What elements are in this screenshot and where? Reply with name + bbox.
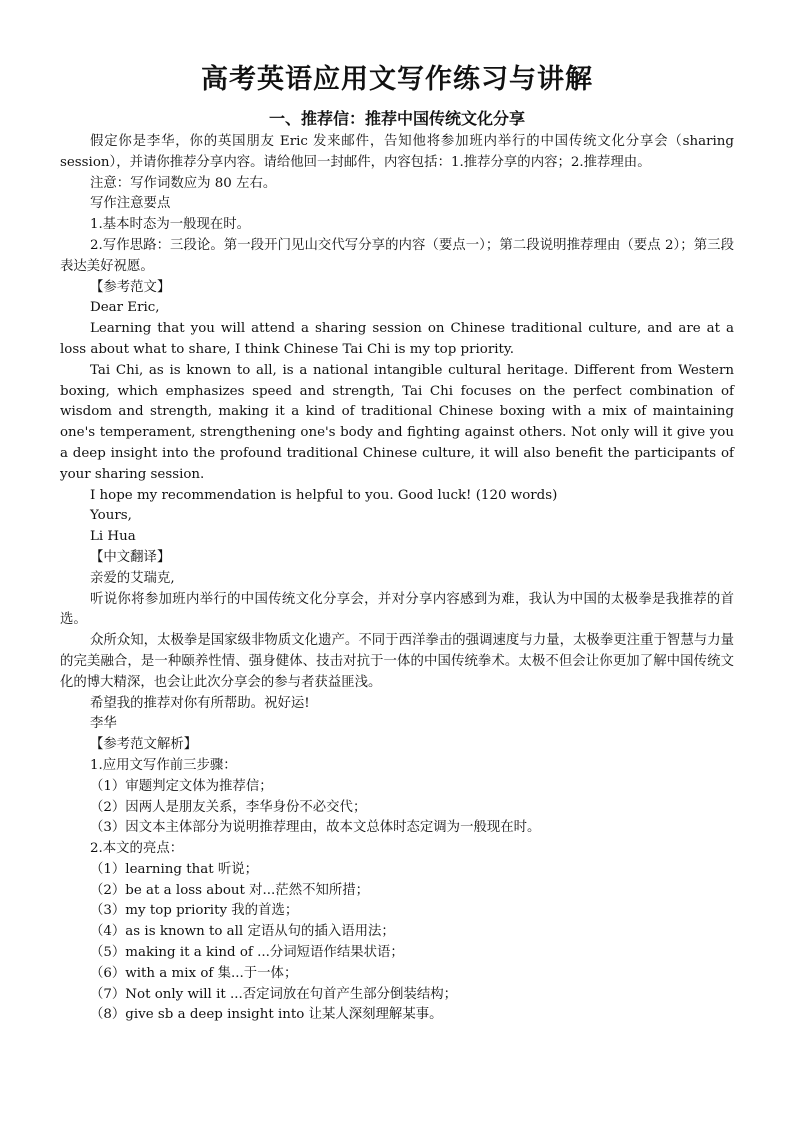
highlight-item: （2）be at a loss about 对...茫然不知所措； <box>90 882 370 898</box>
document-title: 高考英语应用文写作练习与讲解 <box>201 64 593 95</box>
step-item: （1）审题判定文体为推荐信； <box>90 778 273 794</box>
letter-salutation: Dear Eric, <box>90 300 160 316</box>
highlight-item: （8）give sb a deep insight into 让某人深刻理解某事。 <box>90 1007 443 1023</box>
analysis-heading: 【参考范文解析】 <box>90 737 198 753</box>
steps-heading: 1.应用文写作前三步骤： <box>90 757 237 773</box>
highlight-item: （5）making it a kind of ...分词短语作结果状语； <box>90 945 404 961</box>
letter-paragraph-3: I hope my recommendation is helpful to you. Good luck! (120 words) <box>90 487 558 503</box>
translation-paragraph-2: 众所众知，太极拳是国家级非物质文化遗产。不同于西洋拳击的强调速度与力量，太极拳更注重于智慧与力量的完美融合，是一种颐养性情、强身健体、技击对抗于一体的中国传统拳术。太极不但会让你更加了解中国传统文化的博大精深，也会让此次分享会的参与者获益匪浅。 <box>60 633 734 690</box>
section-title: 一、推荐信：推荐中国传统文化分享 <box>268 109 525 128</box>
letter-signature: Li Hua <box>90 529 136 545</box>
highlight-item: （3）my top priority 我的首选； <box>90 903 299 919</box>
step-item: （2）因两人是朋友关系，李华身份不必交代； <box>90 799 367 815</box>
letter-paragraph-1: Learning that you will attend a sharing session on Chinese traditional culture, and are at a loss about what to share, I think Chinese Tai Chi is my top priority. <box>60 321 734 357</box>
translation-heading: 【中文翻译】 <box>90 549 171 565</box>
letter-closing: Yours, <box>90 508 132 524</box>
letter-paragraph-2: Tai Chi, as is known to all, is a national intangible cultural heritage. Different from Western boxing, which emphasizes speed and strength, Tai Chi focuses on the perfect combination of wisdom and strength, making it a kind of traditional Chinese boxing with a mix of maintaining one's temperament, strengthening one's body and fighting against others. Not only will it give you a deep insight into the profound traditional Chinese culture, it will also benefit the participants of your sharing session. <box>60 362 734 482</box>
model-essay-heading: 【参考范文】 <box>90 279 171 295</box>
word-count-note: 注意：写作词数应为 80 左右。 <box>90 175 277 191</box>
tip-1: 1.基本时态为一般现在时。 <box>90 217 251 233</box>
highlight-item: （7）Not only will it ...否定词放在句首产生部分倒装结构； <box>90 986 458 1002</box>
translation-signature: 李华 <box>90 716 117 732</box>
translation-paragraph-3: 希望我的推荐对你有所帮助。祝好运! <box>90 695 310 711</box>
tips-heading: 写作注意要点 <box>90 196 171 212</box>
translation-salutation: 亲爱的艾瑞克, <box>90 570 175 586</box>
prompt-paragraph: 假定你是李华，你的英国朋友 Eric 发来邮件，告知他将参加班内举行的中国传统文化分享会（sharing session），并请你推荐分享内容。请给他回一封邮件，内容包括：1.推荐分享的内容；2.推荐理由。 <box>60 134 734 170</box>
step-item: （3）因文本主体部分为说明推荐理由，故本文总体时态定调为一般现在时。 <box>90 820 541 836</box>
highlight-item: （4）as is known to all 定语从句的插入语用法； <box>90 924 395 940</box>
tip-2: 2.写作思路：三段论。第一段开门见山交代写分享的内容（要点一）；第二段说明推荐理由（要点 2）；第三段表达美好祝愿。 <box>60 237 734 274</box>
translation-paragraph-1: 听说你将参加班内举行的中国传统文化分享会，并对分享内容感到为难，我认为中国的太极拳是我推荐的首选。 <box>60 591 734 628</box>
highlights-heading: 2.本文的亮点： <box>90 841 184 857</box>
highlight-item: （1）learning that 听说； <box>90 861 259 877</box>
highlight-item: （6）with a mix of 集...于一体； <box>90 965 298 981</box>
